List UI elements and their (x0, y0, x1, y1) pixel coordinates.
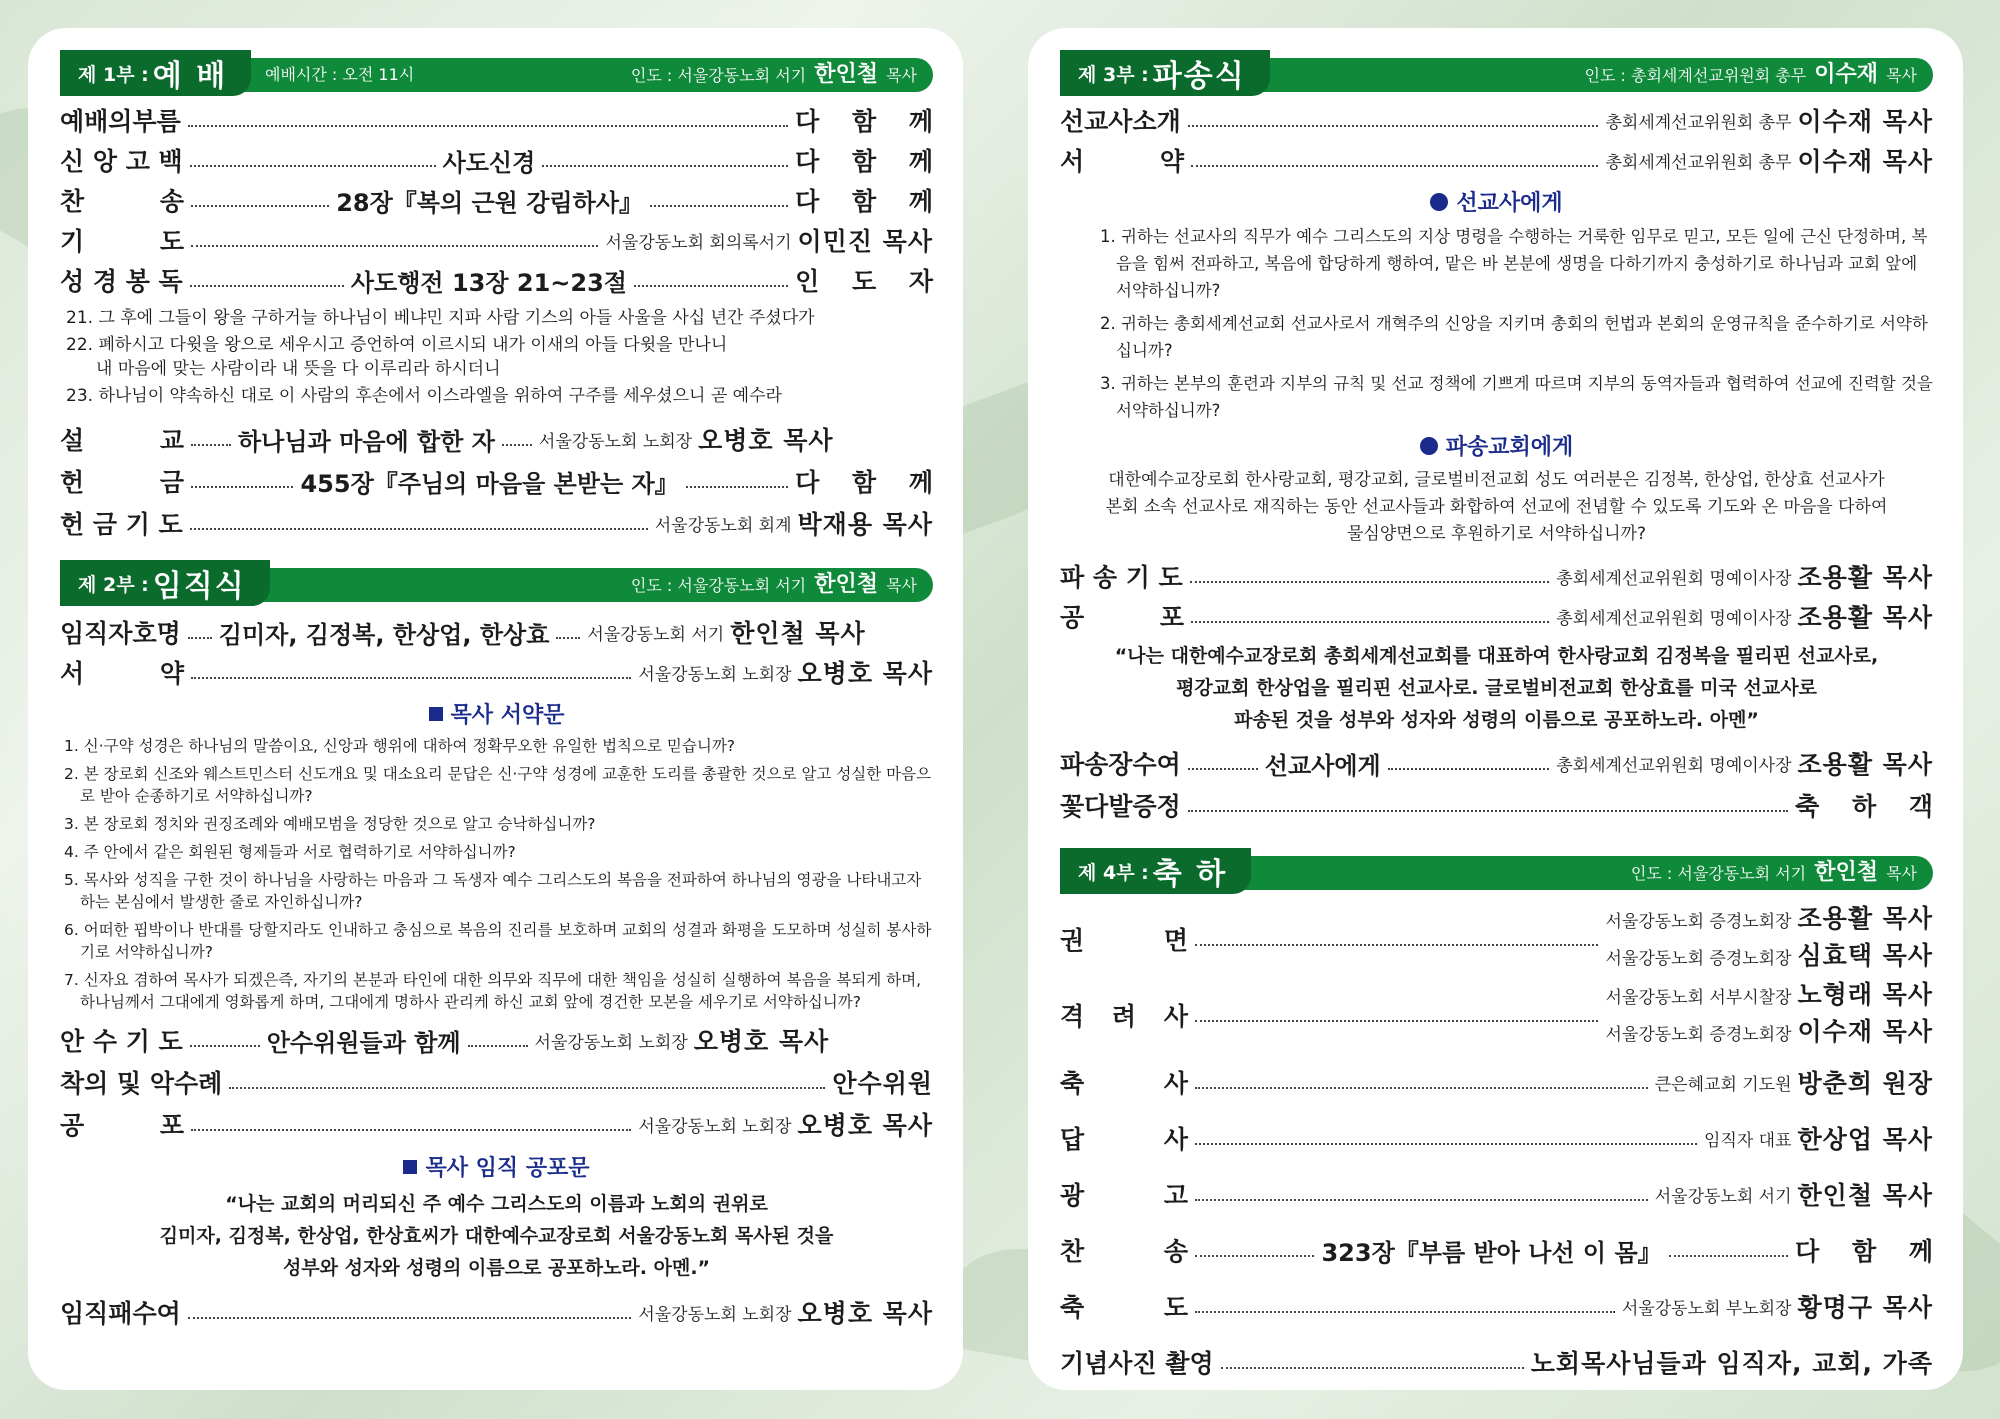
sermon-title: 하나님과 마음에 합한 자 (238, 427, 495, 456)
program-left-page (28, 28, 963, 1390)
order-performer: 다 함 께 (795, 147, 946, 176)
order-role: 총회세계선교위원회 총무 (1605, 152, 1792, 173)
order-person: 오병호 목사 (797, 659, 933, 688)
dot-leader (1188, 125, 1599, 127)
missionary-vows (1100, 223, 1933, 424)
order-performer: 다 함 께 (795, 107, 945, 136)
dot-leader (1195, 1199, 1648, 1201)
part4-leader (1631, 856, 1917, 890)
vow-item: 5. 목사와 성직을 구한 것이 하나님을 사랑하는 마음과 그 독생자 예수 그리스도의 복음을 전파하여 하나님의 영광을 나타내고자 하는 본심에서 발생한 줄로 자인하십니까? (64, 871, 922, 911)
label-char: 약 (1159, 147, 1184, 176)
order-role: 서울강동노회 증경노회장 (1605, 1025, 1792, 1045)
dot-leader (1195, 1087, 1648, 1089)
order-row (1060, 140, 1933, 180)
vow-heading-text: 목사 서약문 (450, 703, 565, 728)
order-role: 총회세계선교위원회 명예이사장 (1556, 755, 1792, 776)
part3-header-tab (1060, 50, 1270, 96)
order-role: 서울강동노회 서기 (1654, 1186, 1792, 1207)
label-char: 헌 (60, 468, 85, 497)
order-content: 323장『부름 받아 나선 이 몸』 (1321, 1238, 1662, 1267)
part2-leader-title: 목사 (886, 576, 917, 595)
vow-item: 2. 본 장로회 신조와 웨스트민스터 신도개요 및 대소요리 문답은 신·구약 성경에 교훈한 도리를 총괄한 것으로 알고 성실한 마음으로 받아 순종하기로 서약하십니까? (64, 765, 932, 805)
order-label (60, 182, 184, 218)
order-label (1060, 1120, 1188, 1156)
part2-header (60, 560, 933, 604)
part4-number: 제 4부 : (1078, 861, 1149, 884)
dot-leader (190, 528, 648, 530)
dot-leader (1195, 944, 1598, 946)
dot-leader (1195, 1311, 1615, 1313)
order-row (60, 220, 933, 260)
speaker-list (1605, 978, 1933, 1052)
label-char: 공 (1060, 603, 1085, 632)
order-row (60, 180, 945, 220)
speaker-line (1605, 1015, 1933, 1052)
order-label (60, 1106, 184, 1142)
proclamation-line: 성부와 성자와 성령의 이름으로 공포하노라. 아멘.” (282, 1257, 711, 1279)
commissioning-proclamation (1060, 640, 1933, 736)
order-row (1060, 1166, 1933, 1222)
order-label (1060, 142, 1184, 178)
order-person: 한인철 목사 (1797, 1181, 1933, 1210)
order-row (60, 418, 933, 460)
order-person: 조용활 목사 (1797, 563, 1933, 592)
speaker-line (1605, 978, 1933, 1015)
order-content: 28장『복의 근원 강림하사』 (336, 188, 643, 217)
dot-leader (556, 637, 580, 639)
label-char: 포 (159, 1111, 184, 1140)
order-person: 이수재 목사 (1797, 107, 1933, 136)
order-row (60, 652, 933, 692)
part3-leader-name: 이수재 (1814, 62, 1878, 87)
order-label: 신 앙 고 백 (60, 147, 183, 176)
order-role: 서울강동노회 회계 (654, 515, 792, 536)
order-person: 이민진 목사 (797, 227, 933, 256)
part1-time: 예배시간 : 오전 11시 (265, 65, 415, 84)
order-label: 착의 및 악수례 (60, 1069, 223, 1098)
proclamation-line: 김미자, 김정복, 한상업, 한상효씨가 대한예수교장로회 서울강동노회 목사된 것을 (159, 1225, 834, 1247)
order-label (1060, 1064, 1188, 1100)
label-char: 금 (159, 468, 184, 497)
dot-leader (1221, 1367, 1524, 1369)
dot-leader (1388, 768, 1550, 770)
vow-item: 4. 주 안에서 같은 회원된 형제들과 서로 협력하기로 서약하십니까? (64, 843, 516, 861)
dot-leader (191, 1129, 631, 1131)
order-role: 서울강동노회 서부시찰장 (1605, 988, 1792, 1008)
label-char: 약 (159, 659, 184, 688)
order-row (60, 100, 945, 140)
missionary-vow-heading-text: 선교사에게 (1456, 191, 1563, 216)
proclamation-line: 파송된 것을 성부와 성자와 성령의 이름으로 공포하노라. 아멘” (1234, 709, 1759, 731)
order-performer: 축 하 객 (1795, 792, 1945, 821)
order-row (1060, 980, 1933, 1050)
scripture-verse: 23. 하나님이 약속하신 대로 이 사람의 후손에서 이스라엘을 위하여 구주를 세우셨으니 곧 예수라 (66, 386, 782, 406)
label-char: 찬 (1060, 1237, 1085, 1266)
order-person: 오병호 목사 (693, 1027, 830, 1056)
order-label (60, 463, 184, 499)
order-label: 선교사소개 (1060, 107, 1181, 136)
part4-leader-title: 목사 (1886, 864, 1917, 883)
order-role: 서울강동노회 회의록서기 (605, 232, 792, 253)
order-content: 사도행전 13장 21~23절 (350, 268, 627, 297)
order-person: 조용활 목사 (1797, 904, 1933, 933)
label-char: 축 (1060, 1293, 1085, 1322)
church-vow-line: 대한예수교장로회 한사랑교회, 평강교회, 글로벌비전교회 성도 여러분은 김정복, 한상업, 한상효 선교사가 (1108, 470, 1885, 490)
dot-leader (188, 125, 788, 127)
vow-item: 3. 본 장로회 정치와 권징조례와 예배모범을 정당한 것으로 알고 승낙하십니까? (64, 815, 596, 833)
scripture-verse: 내 마음에 맞는 사람이라 내 뜻을 다 이루리라 하시더니 (96, 359, 501, 379)
label-char: 교 (159, 426, 184, 455)
vow-item: 1. 귀하는 선교사의 직무가 예수 그리스도의 지상 명령을 수행하는 거룩한 임무로 믿고, 모든 일에 근신 단정하며, 복음을 힘써 전파하고, 복음에 합당하게 행하여, 맡은 바 본분에 생명을 다하기까지 충성하기로 하나님과 교회 앞에 서약하십니까? (1100, 227, 1928, 300)
dot-leader (1188, 768, 1258, 770)
dot-leader (191, 245, 598, 247)
dot-leader (191, 677, 631, 679)
part2-leader-role: 인도 : 서울강동노회 서기 (630, 576, 807, 595)
dot-leader (634, 285, 788, 287)
label-char: 서 (1060, 147, 1085, 176)
dot-leader (650, 205, 788, 207)
order-person: 조용활 목사 (1797, 750, 1933, 779)
order-row (1060, 904, 1933, 974)
proclamation-line: 평강교회 한상업을 필리핀 선교사로. 글로벌비전교회 한상효를 미국 선교사로 (1176, 677, 1817, 699)
label-char: 답 (1060, 1125, 1085, 1154)
part3-leader-title: 목사 (1886, 66, 1917, 85)
label-char: 공 (60, 1111, 85, 1140)
part1-leader-role: 인도 : 서울강동노회 서기 (630, 66, 807, 85)
order-performer: 다 함 께 (795, 187, 945, 216)
order-label (1060, 1176, 1188, 1212)
pastor-vows (64, 735, 933, 1013)
part2-leader-name: 한인철 (814, 572, 878, 597)
order-performer: 다 함 께 (1795, 1237, 1946, 1266)
order-role: 서울강동노회 증경노회장 (1605, 912, 1792, 932)
missionary-vow-heading (1060, 186, 1933, 217)
order-label: 안 수 기 도 (60, 1027, 183, 1056)
part2-number: 제 2부 : (78, 573, 149, 596)
part4-header (1060, 848, 1933, 892)
order-row (60, 612, 933, 652)
part2-leader (631, 568, 917, 602)
order-role: 서울강동노회 노회장 (538, 431, 693, 452)
order-row (60, 460, 946, 502)
order-row (1060, 100, 1933, 140)
dot-leader (502, 444, 532, 446)
order-role: 총회세계선교위원회 명예이사장 (1556, 608, 1792, 629)
order-label: 헌 금 기 도 (60, 510, 183, 539)
order-performer: 안수위원 (832, 1069, 933, 1098)
vow-heading (60, 698, 933, 729)
order-role: 총회세계선교위원회 명예이사장 (1556, 568, 1792, 589)
circle-bullet-icon (1430, 193, 1448, 211)
order-label: 꽃다발증정 (1060, 792, 1181, 821)
part3-title: 파송식 (1152, 59, 1246, 94)
order-label: 파송장수여 (1060, 750, 1181, 779)
proclamation-line: “나는 교회의 머리되신 주 예수 그리스도의 이름과 노회의 권위로 (225, 1193, 768, 1215)
church-vow-heading-text: 파송교회에게 (1445, 435, 1574, 460)
part1-number: 제 1부 : (78, 63, 149, 86)
order-role: 서울강동노회 증경노회장 (1605, 949, 1792, 969)
part4-header-tab (1060, 848, 1251, 894)
order-label: 임직자호명 (60, 619, 181, 648)
dot-leader (191, 444, 231, 446)
speaker-list (1605, 902, 1933, 976)
part1-leader-name: 한인철 (814, 62, 878, 87)
order-content: 안수위원들과 함께 (266, 1028, 461, 1057)
dot-leader (1191, 621, 1549, 623)
order-row (1060, 742, 1933, 784)
dot-leader (468, 1045, 528, 1047)
order-row (1060, 1110, 1933, 1166)
dot-leader (229, 1087, 825, 1089)
part3-leader (1585, 58, 1917, 92)
order-person: 한인철 목사 (730, 619, 866, 648)
label-char: 포 (1159, 603, 1184, 632)
order-label (1060, 997, 1188, 1033)
label-char: 면 (1163, 926, 1188, 955)
order-person: 이수재 목사 (1797, 147, 1933, 176)
label-char: 광 (1060, 1181, 1085, 1210)
church-vow-heading (1060, 430, 1933, 461)
order-person: 방춘희 원장 (1797, 1069, 1933, 1098)
order-performer: 노회목사님들과 임직자, 교회, 가족 (1530, 1349, 1933, 1378)
order-row (60, 502, 933, 544)
dot-leader (1190, 581, 1550, 583)
order-row (1060, 1278, 1933, 1334)
circle-bullet-icon (1420, 437, 1438, 455)
order-row (60, 1103, 933, 1145)
order-row (1060, 596, 1933, 636)
ordination-proclamation (60, 1188, 933, 1284)
dot-leader (190, 1045, 260, 1047)
dot-leader (1191, 165, 1598, 167)
square-bullet-icon (429, 707, 443, 721)
order-role: 서울강동노회 노회장 (638, 1116, 792, 1137)
dot-leader (1195, 1143, 1697, 1145)
order-label (60, 421, 184, 457)
order-label: 임직패수여 (60, 1299, 181, 1328)
order-label (1060, 1288, 1188, 1324)
order-person: 오병호 목사 (698, 426, 834, 455)
order-performer: 다 함 께 (795, 468, 946, 497)
order-person: 이수재 목사 (1797, 1017, 1933, 1046)
order-role: 서울강동노회 노회장 (638, 664, 792, 685)
order-label (60, 654, 184, 690)
scripture-verse: 21. 그 후에 그들이 왕을 구하거늘 하나님이 베냐민 지파 사람 기스의 아들 사울을 사십 년간 주셨다가 (66, 308, 815, 328)
church-vow-line: 물심양면으로 후원하기로 서약하십니까? (1346, 524, 1646, 544)
order-role: 서울강동노회 부노회장 (1621, 1298, 1792, 1319)
order-person: 조용활 목사 (1797, 603, 1933, 632)
order-role: 총회세계선교위원회 총무 (1605, 112, 1792, 133)
order-row (60, 1290, 933, 1334)
order-content: 455장『주님의 마음을 본받는 자』 (300, 469, 679, 498)
dot-leader (1195, 1020, 1598, 1022)
proclamation-heading-text: 목사 임직 공포문 (425, 1156, 590, 1181)
dot-leader (1195, 1255, 1314, 1257)
order-content: 사도신경 (442, 148, 536, 177)
dot-leader (686, 486, 788, 488)
order-row (60, 1019, 933, 1061)
order-label (1060, 598, 1184, 634)
order-label (1060, 1232, 1188, 1268)
order-person: 박재용 목사 (797, 510, 933, 539)
part1-header (60, 50, 933, 94)
part4-leader-name: 한인철 (1814, 860, 1878, 885)
vow-item: 1. 신·구약 성경은 하나님의 말씀이요, 신앙과 행위에 대하여 정확무오한 유일한 법칙으로 믿습니까? (64, 737, 736, 755)
speaker-line (1605, 902, 1933, 939)
order-label (60, 222, 184, 258)
label-char: 송 (159, 187, 184, 216)
order-performer: 인 도 자 (795, 267, 946, 296)
proclamation-line: “나는 대한예수교장로회 총회세계선교회를 대표하여 한사랑교회 김정복을 필리핀 선교사로, (1114, 645, 1879, 667)
part1-title: 예 배 (152, 59, 228, 94)
order-role: 서울강동노회 노회장 (534, 1032, 688, 1053)
speaker-line (1605, 939, 1933, 976)
square-bullet-icon (403, 1160, 417, 1174)
order-row (1060, 1334, 1933, 1390)
part3-header (1060, 50, 1933, 94)
order-label: 기념사진 촬영 (1060, 1349, 1214, 1378)
order-row (60, 1061, 933, 1103)
dot-leader (188, 1317, 632, 1319)
label-char: 축 (1060, 1069, 1085, 1098)
order-row (1060, 784, 1945, 826)
dot-leader (542, 165, 788, 167)
order-role: 서울강동노회 서기 (587, 624, 725, 645)
order-person: 오병호 목사 (797, 1299, 933, 1328)
part1-leader-title: 목사 (886, 66, 917, 85)
dot-leader (191, 205, 329, 207)
scripture-verse: 22. 폐하시고 다윗을 왕으로 세우시고 증언하여 이르시되 내가 이새의 아들 다윗을 만나니 (66, 335, 728, 355)
label-char: 찬 (60, 187, 85, 216)
proclamation-heading (60, 1151, 933, 1182)
part1-leader (631, 58, 917, 92)
vow-item: 6. 어떠한 핍박이나 반대를 당할지라도 인내하고 충심으로 복음의 진리를 보호하며 교회의 성결과 화평을 도모하며 성실히 봉사하기로 서약하십니까? (64, 921, 932, 961)
order-label: 성 경 봉 독 (60, 267, 183, 296)
order-person: 심효택 목사 (1797, 941, 1933, 970)
dot-leader (188, 637, 212, 639)
label-char: 사 (1163, 1002, 1188, 1031)
label-char: 도 (159, 227, 184, 256)
label-char: 사 (1163, 1125, 1188, 1154)
label-char: 설 (60, 426, 85, 455)
vow-item: 7. 신자요 겸하여 목사가 되겠은즉, 자기의 본분과 타인에 대한 의무와 직무에 대한 책임을 성실히 실행하여 복음을 복되게 하며, 하나님께서 그대에게 영화롭게 하며, 그대에게 명하사 관리케 하신 교회 앞에 경건한 모본을 세우기로 서약하십니까? (64, 971, 922, 1011)
label-char: 려 (1111, 1002, 1137, 1031)
dot-leader (1188, 810, 1788, 812)
order-row (1060, 556, 1933, 596)
label-char: 서 (60, 659, 85, 688)
order-role: 큰은혜교회 기도원 (1654, 1074, 1792, 1095)
order-row (1060, 1054, 1933, 1110)
dot-leader (190, 165, 436, 167)
part4-leader-role: 인도 : 서울강동노회 서기 (1630, 864, 1807, 883)
order-row (1060, 1222, 1946, 1278)
order-person: 한상업 목사 (1797, 1125, 1933, 1154)
label-char: 송 (1163, 1237, 1188, 1266)
label-char: 고 (1163, 1181, 1188, 1210)
order-person: 오병호 목사 (797, 1111, 933, 1140)
part2-title: 임직식 (152, 569, 246, 604)
order-role: 임직자 대표 (1704, 1130, 1792, 1151)
program-right-page (1028, 28, 1963, 1390)
scripture-text (66, 306, 933, 408)
ordinands-names: 김미자, 김정복, 한상업, 한상효 (218, 620, 550, 649)
label-char: 권 (1060, 926, 1085, 955)
part4-title: 축 하 (1152, 857, 1228, 892)
order-role: 서울강동노회 노회장 (638, 1304, 792, 1325)
dot-leader (190, 285, 344, 287)
order-content: 선교사에게 (1264, 751, 1381, 780)
label-char: 사 (1163, 1069, 1188, 1098)
church-vow-text (1060, 467, 1933, 548)
label-char: 격 (1060, 1002, 1085, 1031)
order-label (1060, 921, 1188, 957)
label-char: 도 (1163, 1293, 1188, 1322)
vow-item: 2. 귀하는 총회세계선교회 선교사로서 개혁주의 신앙을 지키며 총회의 헌법과 본회의 운영규칙을 준수하기로 서약하십니까? (1100, 314, 1928, 360)
order-label: 파 송 기 도 (1060, 563, 1183, 592)
part3-number: 제 3부 : (1078, 63, 1149, 86)
part3-leader-role: 인도 : 총회세계선교위원회 총무 (1584, 66, 1807, 85)
dot-leader (1669, 1255, 1788, 1257)
part1-header-tab (60, 50, 251, 96)
church-vow-line: 본회 소속 선교사로 재직하는 동안 선교사들과 화합하여 선교에 전념할 수 있도록 기도와 온 마음을 다하여 (1105, 497, 1888, 517)
vow-item: 3. 귀하는 본부의 훈련과 지부의 규칙 및 선교 정책에 기쁘게 따르며 지부의 동역자들과 협력하여 선교에 진력할 것을 서약하십니까? (1100, 374, 1933, 420)
order-person: 노형래 목사 (1797, 980, 1933, 1009)
order-row (60, 260, 946, 300)
part2-header-tab (60, 560, 270, 606)
dot-leader (191, 486, 293, 488)
order-person: 황명구 목사 (1797, 1293, 1933, 1322)
order-row (60, 140, 946, 180)
label-char: 기 (60, 227, 85, 256)
order-label: 예배의부름 (60, 107, 181, 136)
